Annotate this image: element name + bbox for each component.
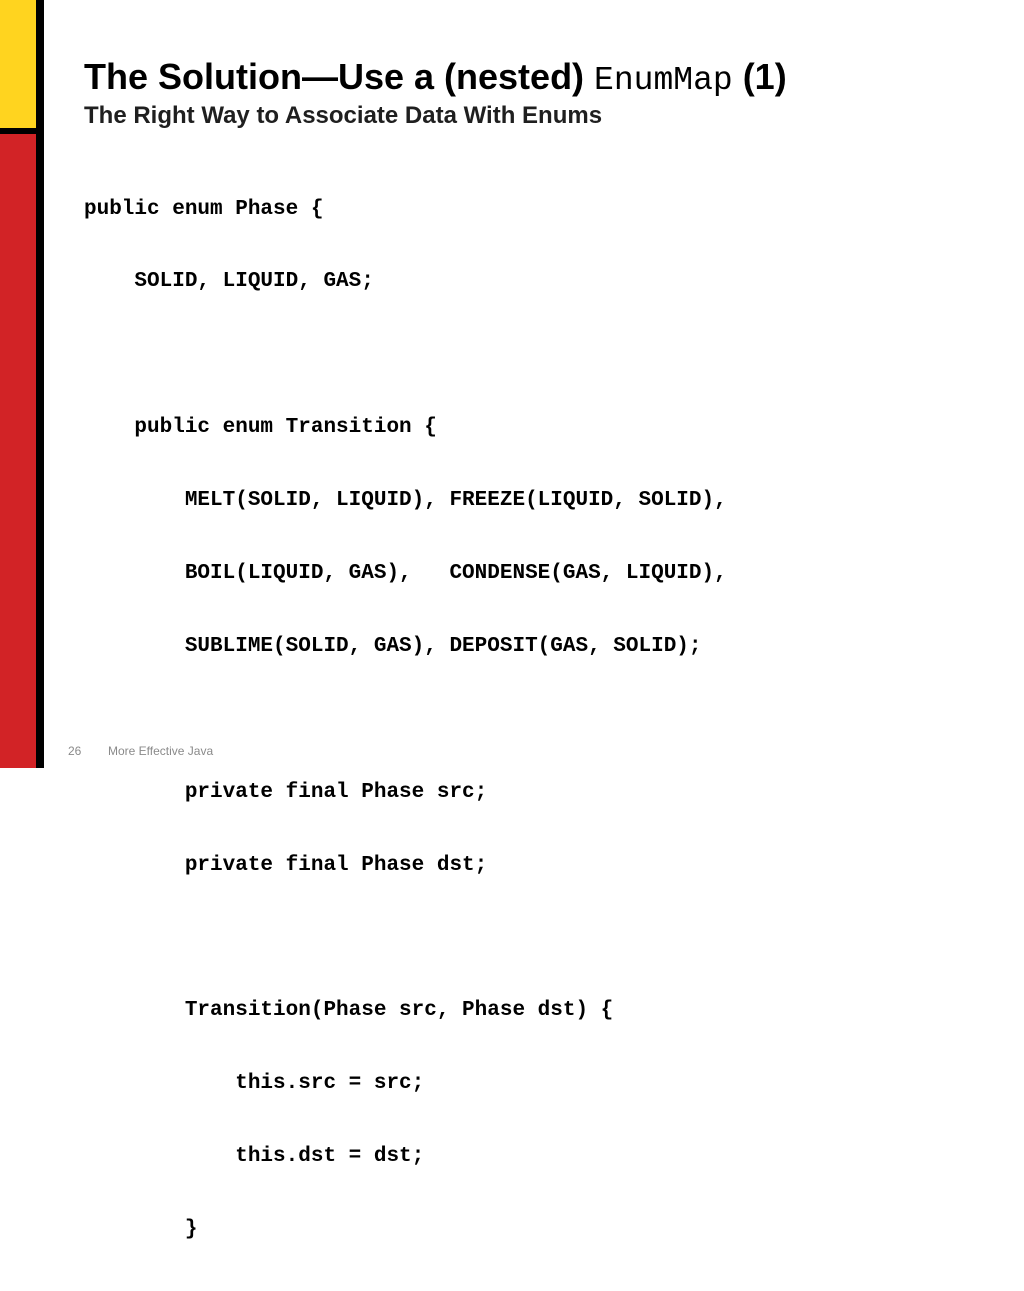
slide-subtitle: The Right Way to Associate Data With Enums (84, 102, 603, 129)
code-line: private final Phase src; (84, 780, 488, 804)
code-line: SOLID, LIQUID, GAS; (84, 270, 374, 294)
black-vertical-bar (36, 0, 44, 768)
code-line: public enum Phase { (84, 197, 324, 221)
code-line (84, 927, 727, 951)
red-accent-bar (0, 134, 36, 768)
code-line: } (84, 1218, 198, 1242)
title-text: The Solution—Use a (nested) (84, 56, 595, 97)
page-number: 26 (68, 744, 82, 758)
deck-title: More Effective Java (108, 744, 214, 758)
code-line: this.dst = dst; (84, 1145, 425, 1169)
code-line (84, 343, 727, 367)
slide-title (84, 54, 787, 104)
code-line: private final Phase dst; (84, 853, 488, 877)
code-line (84, 708, 727, 732)
slide-footer (68, 744, 213, 758)
title-code: EnumMap (594, 62, 733, 99)
code-line: BOIL(LIQUID, GAS), CONDENSE(GAS, LIQUID), (84, 562, 727, 586)
code-line: MELT(SOLID, LIQUID), FREEZE(LIQUID, SOLID), (84, 489, 727, 513)
code-line: Transition(Phase src, Phase dst) { (84, 999, 614, 1023)
code-block (84, 149, 727, 1291)
code-line: SUBLIME(SOLID, GAS), DEPOSIT(GAS, SOLID); (84, 634, 702, 658)
code-line: public enum Transition { (84, 416, 437, 440)
title-suffix: (1) (742, 56, 787, 97)
yellow-accent-bar (0, 0, 36, 128)
code-line: this.src = src; (84, 1072, 425, 1096)
